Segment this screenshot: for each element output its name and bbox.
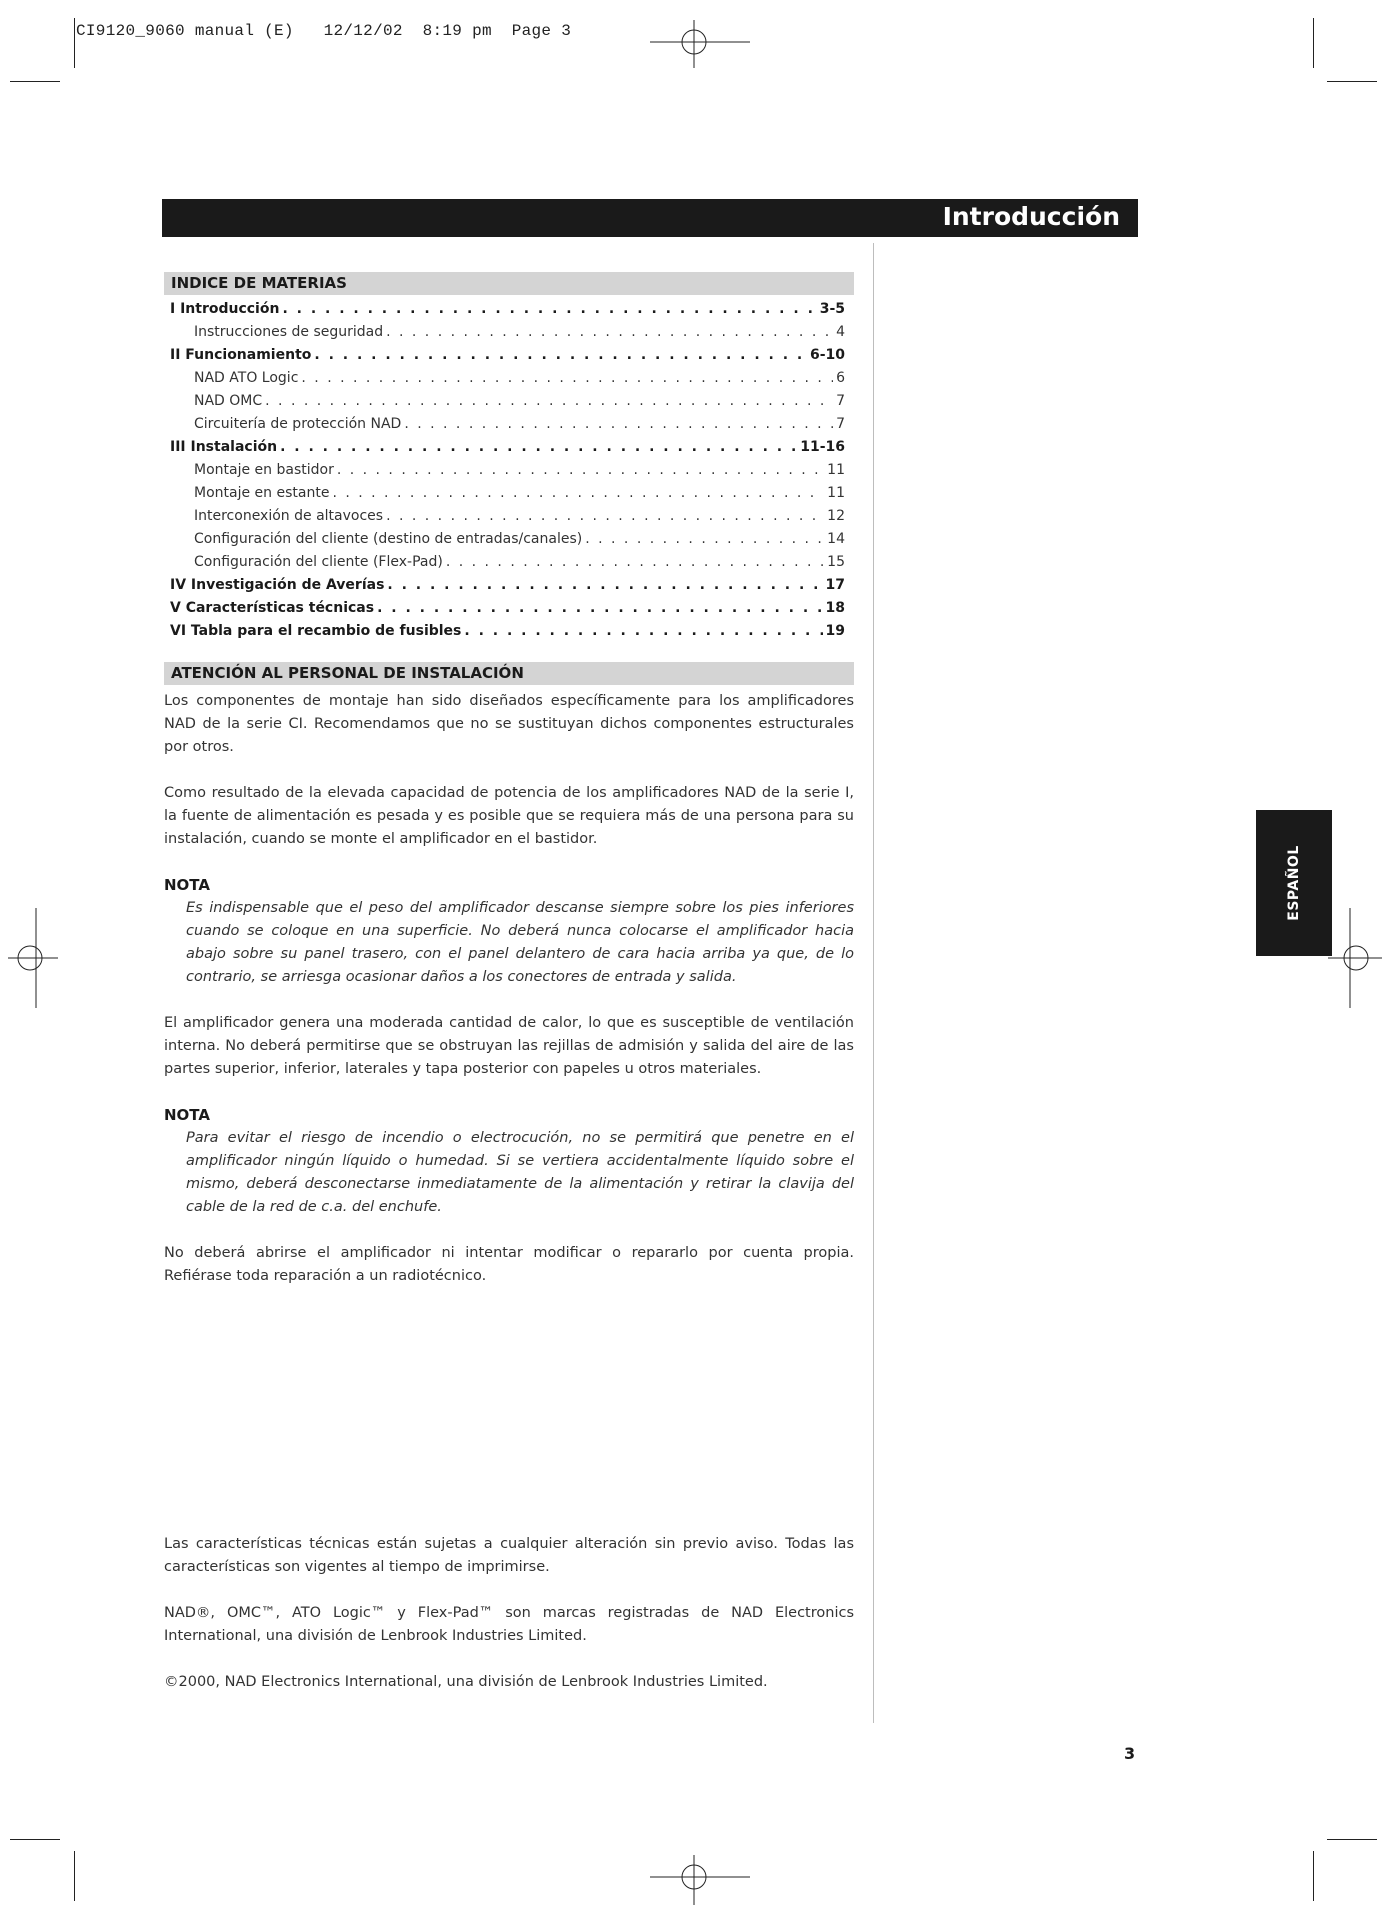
toc-entry[interactable] (164, 436, 854, 459)
crop-mark (10, 1839, 60, 1840)
legal-note: ©2000, NAD Electronics International, una división de Lenbrook Industries Limited. (164, 1674, 768, 1690)
toc-page: 14 (827, 531, 845, 547)
toc-page: 6-10 (809, 347, 845, 363)
toc-label: Configuración del cliente (Flex-Pad) (194, 554, 443, 570)
toc-heading: INDICE DE MATERIAS (164, 272, 854, 295)
printer-slug (76, 22, 571, 40)
crop-mark (74, 1851, 75, 1901)
slug-date: 12/12/02 (323, 22, 403, 40)
toc-entry[interactable] (164, 459, 854, 482)
toc-leader (464, 620, 822, 643)
attention-paragraph: El amplificador genera una moderada cantidad de calor, lo que es susceptible de ventilación interna. No deberá permitirse que se obstruyan las rejillas de admisión y salida del aire de las partes superior, inferior, laterales y tapa posterior con papeles u otros materiales. (164, 1015, 854, 1077)
toc-leader (301, 367, 833, 390)
toc-entry[interactable] (164, 574, 854, 597)
toc-leader (377, 597, 822, 620)
page-number: 3 (1124, 1744, 1136, 1763)
legal-note: Las características técnicas están sujetas a cualquier alteración sin previo aviso. Todas las características son vigentes al tiempo de imprimirse. (164, 1536, 854, 1575)
toc-label: Montaje en bastidor (194, 462, 334, 478)
note-text: Para evitar el riesgo de incendio o electrocución, no se permitirá que penetre en el amplificador ningún líquido o humedad. Si se vertiera accidentalmente líquido sobre el mismo, deberá desconectarse inmediatamente de la alimentación y retirar la clavija del cable de la red de c.a. del enchufe. (186, 1130, 854, 1215)
toc-leader (332, 482, 824, 505)
toc-page: 7 (836, 393, 845, 409)
toc-entry[interactable] (164, 390, 854, 413)
toc-label: NAD ATO Logic (194, 370, 299, 386)
toc-page: 18 (825, 600, 845, 616)
toc-label: Interconexión de altavoces (194, 508, 384, 524)
toc-label: Configuración del cliente (destino de entradas/canales) (194, 531, 583, 547)
toc-entry[interactable] (164, 482, 854, 505)
toc-entry[interactable] (164, 597, 854, 620)
note-heading: NOTA (164, 876, 210, 894)
note-heading: NOTA (164, 1106, 210, 1124)
toc-page: 7 (836, 416, 845, 432)
toc-leader (585, 528, 824, 551)
crop-mark (1313, 1851, 1314, 1901)
toc-label: NAD OMC (194, 393, 263, 409)
crop-mark (74, 18, 75, 68)
toc-page: 11-16 (800, 439, 845, 455)
table-of-contents (164, 272, 854, 643)
slug-time: 8:19 pm (422, 22, 492, 40)
toc-page: 17 (825, 577, 845, 593)
slug-page: Page 3 (511, 22, 572, 40)
toc-leader (386, 321, 833, 344)
toc-leader (386, 505, 824, 528)
attention-section (164, 662, 854, 1288)
legal-notes (164, 1533, 854, 1694)
section-header-bar (162, 199, 1138, 237)
crop-mark (1327, 1839, 1377, 1840)
toc-label: II Funcionamiento (170, 347, 312, 363)
toc-entry[interactable] (164, 413, 854, 436)
toc-entry[interactable] (164, 505, 854, 528)
toc-page: 11 (827, 485, 845, 501)
toc-entry[interactable] (164, 528, 854, 551)
language-tab (1256, 810, 1332, 956)
toc-leader (337, 459, 824, 482)
toc-label: Circuitería de protección NAD (194, 416, 402, 432)
toc-page: 11 (827, 462, 845, 478)
toc-page: 4 (836, 324, 845, 340)
crop-mark (10, 81, 60, 82)
toc-entry[interactable] (164, 321, 854, 344)
toc-page: 15 (827, 554, 845, 570)
toc-label: Instrucciones de seguridad (194, 324, 384, 340)
toc-page: 6 (836, 370, 845, 386)
toc-leader (404, 413, 833, 436)
slug-file: CI9120_9060 manual (E) (76, 22, 294, 40)
toc-label: VI Tabla para el recambio de fusibles (170, 623, 462, 639)
toc-entry[interactable] (164, 367, 854, 390)
toc-entry[interactable] (164, 344, 854, 367)
toc-page: 19 (825, 623, 845, 639)
toc-entry[interactable] (164, 298, 854, 321)
toc-label: I Introducción (170, 301, 280, 317)
toc-entry[interactable] (164, 620, 854, 643)
registration-mark-icon (8, 908, 68, 1008)
toc-leader (387, 574, 822, 597)
attention-paragraph: No deberá abrirse el amplificador ni intentar modificar o repararlo por cuenta propia. Refiérase toda reparación a un radiotécnico. (164, 1245, 854, 1284)
crop-mark (1313, 18, 1314, 68)
legal-note: NAD®, OMC™, ATO Logic™ y Flex-Pad™ son marcas registradas de NAD Electronics International, una división de Lenbrook Industries Limited. (164, 1605, 854, 1644)
registration-mark-icon (650, 20, 750, 80)
toc-leader (446, 551, 824, 574)
toc-label: IV Investigación de Averías (170, 577, 385, 593)
toc-leader (314, 344, 807, 367)
toc-label: III Instalación (170, 439, 278, 455)
crop-mark (1327, 81, 1377, 82)
page-title: Introducción (942, 202, 1120, 231)
toc-page: 3-5 (819, 301, 845, 317)
toc-entry[interactable] (164, 551, 854, 574)
column-divider (873, 243, 874, 1723)
registration-mark-icon (650, 1855, 750, 1915)
attention-heading: ATENCIÓN AL PERSONAL DE INSTALACIÓN (164, 662, 854, 685)
attention-paragraph: Como resultado de la elevada capacidad de potencia de los amplificadores NAD de la serie I, la fuente de alimentación es pesada y es posible que se requiera más de una persona para su instalación, cuando se monte el amplificador en el bastidor. (164, 785, 854, 847)
language-tab-label: ESPAÑOL (1286, 845, 1302, 921)
toc-page: 12 (827, 508, 845, 524)
toc-label: V Características técnicas (170, 600, 375, 616)
toc-leader (265, 390, 833, 413)
attention-paragraph: Los componentes de montaje han sido diseñados específicamente para los amplificadores NAD de la serie CI. Recomendamos que no se sustituyan dichos componentes estructurales por otros. (164, 693, 854, 755)
note-text: Es indispensable que el peso del amplificador descanse siempre sobre los pies inferiores cuando se coloque en una superficie. No deberá nunca colocarse el amplificador hacia abajo sobre su panel trasero, con el panel delantero de cara hacia arriba ya que, de lo contrario, se arriesga ocasionar daños a los conectores de entrada y salida. (186, 900, 854, 985)
toc-label: Montaje en estante (194, 485, 330, 501)
toc-leader (280, 436, 797, 459)
toc-leader (282, 298, 816, 321)
